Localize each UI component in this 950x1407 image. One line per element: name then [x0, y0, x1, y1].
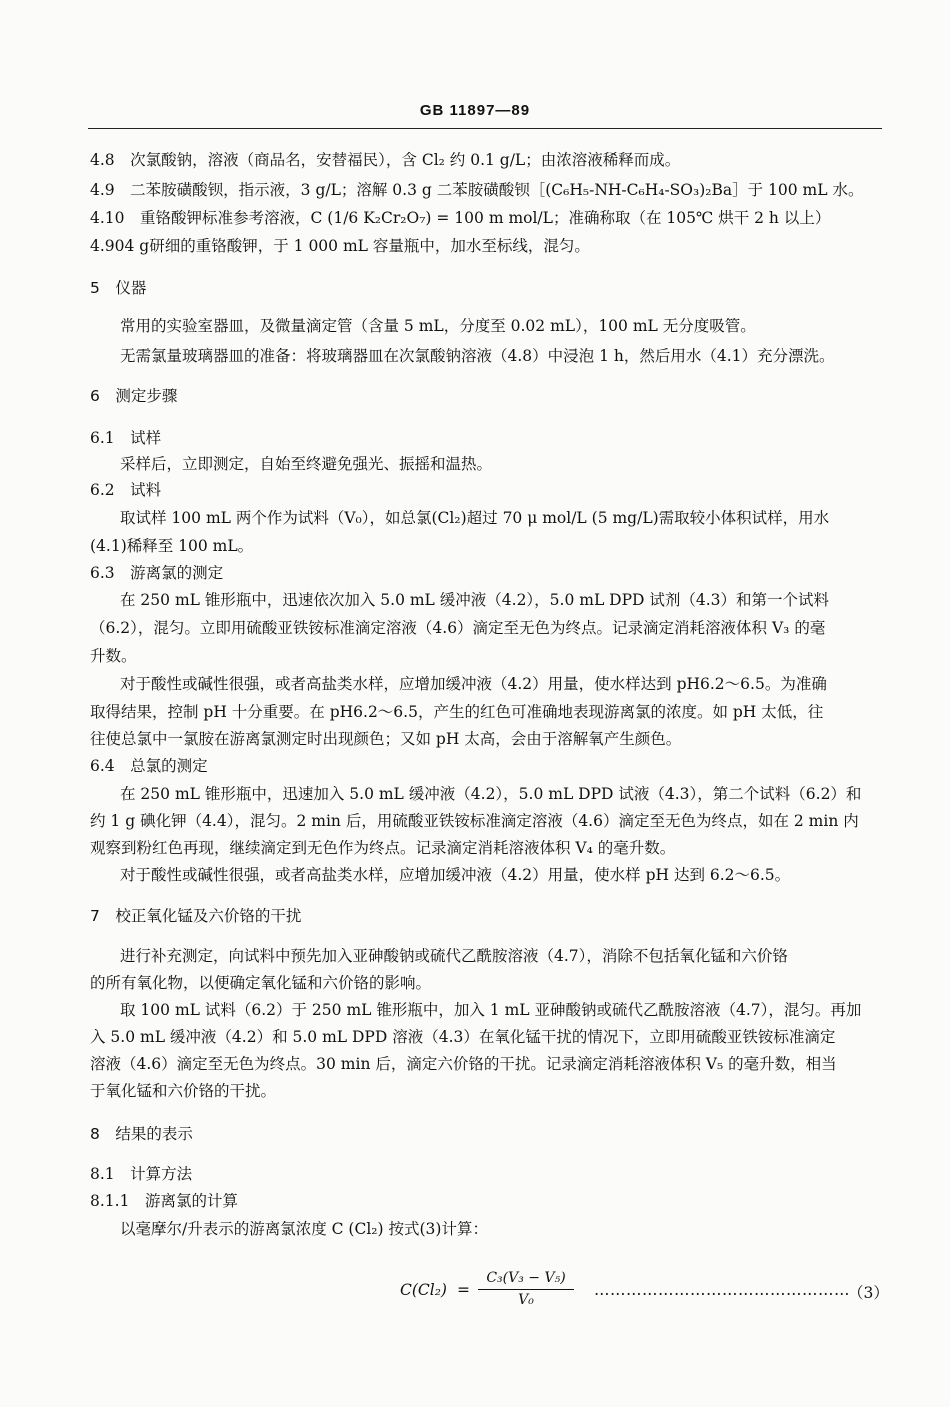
- equation-numerator: C₃(V₃ − V₅): [478, 1268, 574, 1290]
- header-rule: [88, 128, 882, 129]
- equation-lhs: C(Cl₂): [400, 1281, 447, 1299]
- clause-4-10-cont: 4.904 g研细的重铬酸钾，于 1 000 mL 容量瓶中，加水至标线，混匀。: [90, 237, 590, 255]
- clause-8-1-heading: 8.1 计算方法: [90, 1165, 193, 1183]
- section-7-para-2-line-2: 入 5.0 mL 缓冲液（4.2）和 5.0 mL DPD 溶液（4.3）在氧化锰干扰的情况下，立即用硫酸亚铁铵标准滴定: [90, 1028, 836, 1046]
- section-5-para-2: 无需氯量玻璃器皿的准备：将玻璃器皿在次氯酸钠溶液（4.8）中浸泡 1 h，然后用水（4.1）充分漂洗。: [120, 347, 835, 365]
- section-5-heading: 5 仪器: [90, 279, 147, 297]
- section-7-para-1-line-1: 进行补充测定，向试料中预先加入亚砷酸钠或硫代乙酰胺溶液（4.7），消除不包括氧化锰和六价铬: [120, 947, 788, 965]
- equation-equals: =: [457, 1281, 470, 1299]
- section-6-heading: 6 测定步骤: [90, 387, 178, 405]
- clause-6-2-heading: 6.2 试料: [90, 481, 162, 499]
- section-7-heading: 7 校正氧化锰及六价铬的干扰: [90, 907, 302, 925]
- section-7-para-2-line-1: 取 100 mL 试料（6.2）于 250 mL 锥形瓶中，加入 1 mL 亚砷酸钠或硫代乙酰胺溶液（4.7），混匀。再加: [120, 1001, 862, 1019]
- clause-8-1-1-heading: 8.1.1 游离氯的计算: [90, 1192, 238, 1210]
- equation-fraction: [478, 1268, 574, 1310]
- clause-6-3-heading: 6.3 游离氯的测定: [90, 564, 224, 582]
- clause-6-4-line-3: 观察到粉红色再现，继续滴定到无色作为终点。记录滴定消耗溶液体积 V₄ 的毫升数。: [90, 839, 676, 857]
- section-7-para-2-line-3: 溶液（4.6）滴定至无色为终点。30 min 后，滴定六价铬的干扰。记录滴定消耗溶液体积 V₅ 的毫升数，相当: [90, 1055, 837, 1073]
- clause-6-3-note-3: 往使总氯中一氯胺在游离氯测定时出现颜色；又如 pH 太高，会由于溶解氧产生颜色。: [90, 730, 682, 748]
- section-8-heading: 8 结果的表示: [90, 1125, 193, 1143]
- clause-4-10: 4.10 重铬酸钾标准参考溶液，C (1/6 K₂Cr₂O₇) = 100 m mol/L；准确称取（在 105℃ 烘干 2 h 以上）: [90, 209, 831, 227]
- section-7-para-2-line-4: 于氧化锰和六价铬的干扰。: [90, 1082, 277, 1100]
- clause-4-8: 4.8 次氯酸钠，溶液（商品名，安替福民），含 Cl₂ 约 0.1 g/L；由浓溶液稀释而成。: [90, 151, 681, 169]
- clause-6-3-line-3: 升数。: [90, 647, 137, 665]
- clause-6-4-line-2: 约 1 g 碘化钾（4.4），混匀。2 min 后，用硫酸亚铁铵标准滴定溶液（4.6）滴定至无色为终点，如在 2 min 内: [90, 812, 859, 830]
- clause-6-3-note-1: 对于酸性或碱性很强，或者高盐类水样，应增加缓冲液（4.2）用量，使水样达到 pH6.2～6.5。为准确: [120, 675, 827, 693]
- clause-6-3-note-2: 取得结果，控制 pH 十分重要。在 pH6.2～6.5，产生的红色可准确地表现游离氯的浓度。如 pH 太低，往: [90, 703, 824, 721]
- equation-denominator: V₀: [518, 1292, 534, 1308]
- clause-8-1-1-text: 以毫摩尔/升表示的游离氯浓度 C (Cl₂) 按式(3)计算：: [120, 1220, 488, 1238]
- clause-4-9: 4.9 二苯胺磺酸钡，指示液，3 g/L；溶解 0.3 g 二苯胺磺酸钡［(C₆H₅-NH-C₆H₄-SO₃)₂Ba］于 100 mL 水。: [90, 181, 864, 199]
- section-7-para-1-line-2: 的所有氧化物，以便确定氧化锰和六价铬的影响。: [90, 974, 432, 992]
- clause-6-4-line-1: 在 250 mL 锥形瓶中，迅速加入 5.0 mL 缓冲液（4.2），5.0 mL DPD 试液（4.3），第二个试料（6.2）和: [120, 785, 862, 803]
- clause-6-1-heading: 6.1 试样: [90, 429, 162, 447]
- clause-6-1-text: 采样后，立即测定，自始至终避免强光、振摇和温热。: [120, 455, 493, 473]
- clause-6-2-text: 取试样 100 mL 两个作为试料（V₀），如总氯(Cl₂)超过 70 μ mol/L (5 mg/L)需取较小体积试样，用水: [120, 509, 830, 527]
- clause-6-4-note: 对于酸性或碱性很强，或者高盐类水样，应增加缓冲液（4.2）用量，使水样 pH 达到 6.2～6.5。: [120, 866, 791, 884]
- clause-6-4-heading: 6.4 总氯的测定: [90, 757, 208, 775]
- clause-6-2-text-cont: (4.1)稀释至 100 mL。: [90, 537, 254, 555]
- section-5-para-1: 常用的实验室器皿，及微量滴定管（含量 5 mL，分度至 0.02 mL），100 mL 无分度吸管。: [120, 317, 756, 335]
- clause-6-3-line-1: 在 250 mL 锥形瓶中，迅速依次加入 5.0 mL 缓冲液（4.2），5.0 mL DPD 试剂（4.3）和第一个试料: [120, 591, 830, 609]
- clause-6-3-line-2: （6.2），混匀。立即用硫酸亚铁铵标准滴定溶液（4.6）滴定至无色为终点。记录滴定消耗溶液体积 V₃ 的毫: [90, 619, 826, 637]
- equation-leader-dots: …………………………………………: [594, 1281, 850, 1299]
- page-header-standard-code: GB 11897—89: [419, 102, 531, 119]
- equation-number: （3）: [848, 1284, 889, 1302]
- equation-3: [0, 1268, 950, 1318]
